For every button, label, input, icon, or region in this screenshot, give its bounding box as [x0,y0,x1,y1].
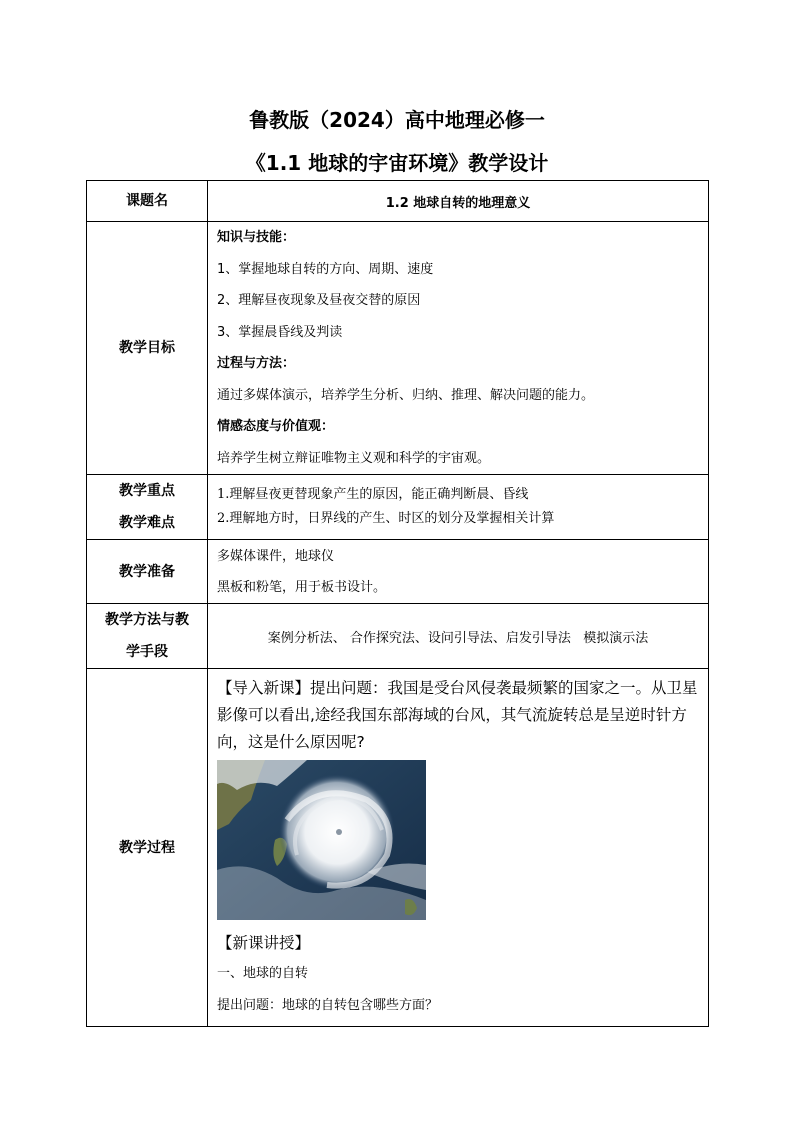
key-label: 教学重点 [119,483,175,499]
key-point-item: 1.理解昼夜更替现象产生的原因，能正确判断晨、昏线 [217,487,529,502]
row-methods [87,604,709,669]
preparation-content [208,540,709,604]
new-lesson-heading: 【新课讲授】 [217,934,311,952]
methods-label [87,604,208,669]
process-label: 教学过程 [87,669,208,1027]
key-point-item: 2.理解地方时，日界线的产生、时区的划分及掌握相关计算 [217,511,555,526]
goals-content [208,222,709,475]
row-topic [87,181,709,222]
goal-item: 3、掌握晨昏线及判读 [217,324,343,340]
preparation-item: 多媒体课件，地球仪 [217,548,335,564]
goal-item: 2、理解昼夜现象及昼夜交替的原因 [217,293,421,308]
section-heading: 一、地球的自转 [217,966,309,981]
goals-label: 教学目标 [87,222,208,475]
goal-item: 通过多媒体演示，培养学生分析、归纳、推理、解决问题的能力。 [217,387,595,403]
key-points-content [208,475,709,540]
document-subtitle: 《1.1 地球的宇宙环境》教学设计 [245,151,549,175]
goal-heading-knowledge: 知识与技能： [217,230,296,245]
process-content [208,669,709,1027]
lesson-plan-table [86,180,709,1027]
methods-label-line2: 学手段 [126,644,168,660]
preparation-label: 教学准备 [87,540,208,604]
key-points-label [87,475,208,540]
question-text: 提出问题：地球的自转包含哪些方面？ [217,998,439,1013]
preparation-item: 黑板和粉笔，用于板书设计。 [217,579,387,595]
topic-value: 1.2 地球自转的地理意义 [208,181,709,222]
row-process [87,669,709,1027]
typhoon-satellite-image [217,760,426,920]
row-goals [87,222,709,475]
methods-label-line1: 教学方法与教 [105,612,189,628]
goal-item: 培养学生树立辩证唯物主义观和科学的宇宙观。 [217,450,491,466]
intro-paragraph: 【导入新课】提出问题：我国是受台风侵袭最频繁的国家之一。从卫星影像可以看出,途经我国东部海域的台风，其气流旋转总是呈逆时针方向，这是什么原因呢? [217,679,698,751]
goal-heading-process: 过程与方法： [217,356,296,371]
topic-label: 课题名 [87,181,208,222]
methods-content: 案例分析法、 合作探究法、设问引导法、启发引导法 模拟演示法 [208,604,709,669]
difficulty-label: 教学难点 [119,515,175,531]
row-preparation [87,540,709,604]
goal-item: 1、掌握地球自转的方向、周期、速度 [217,261,434,277]
goal-heading-attitude: 情感态度与价值观： [217,419,335,434]
row-key-points [87,475,709,540]
document-title: 鲁教版（2024）高中地理必修一 [249,108,545,132]
